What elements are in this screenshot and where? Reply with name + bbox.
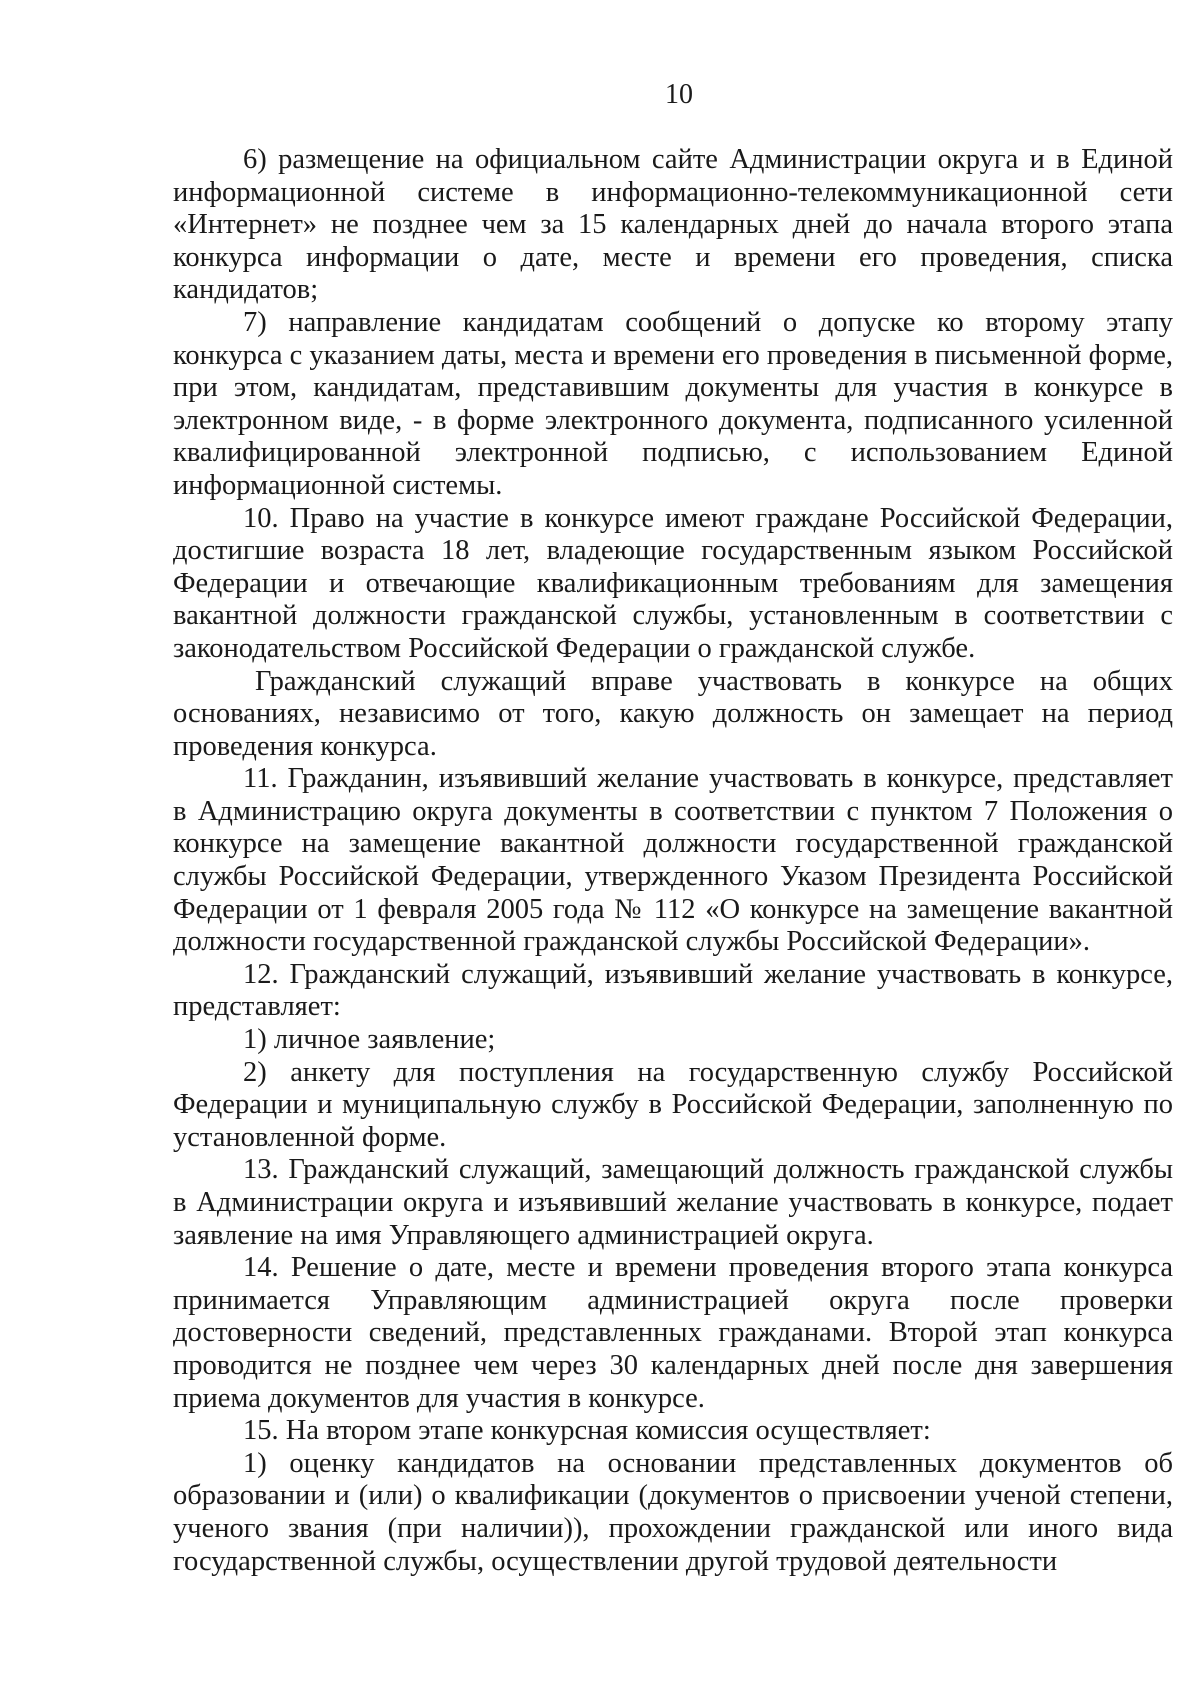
paragraph-clause-10-note: Гражданский служащий вправе участвовать в конкурсе на общих основаниях, независимо от того, какую должность он замещает на период проведения конкурса. [173,665,1173,762]
paragraph-clause-15-item-1: 1) оценку кандидатов на основании представленных документов об образовании и (или) о квалификации (документов о присвоении ученой степени, ученого звания (при наличии)), прохождении гражданской или иного вида государственной службы, осуществлении другой трудовой деятельности [173,1447,1173,1577]
paragraph-item-7: 7) направление кандидатам сообщений о допуске ко второму этапу конкурса с указанием даты, места и времени его проведения в письменной форме, при этом, кандидатам, представившим документы для участия в конкурсе в электронном виде, - в форме электронного документа, подписанного усиленной квалифицированной электронной подписью, с использованием Единой информационной системы. [173,306,1173,501]
paragraph-clause-14: 14. Решение о дате, месте и времени проведения второго этапа конкурса принимается Управляющим администрацией округа после проверки достоверности сведений, представленных гражданами. Второй этап конкурса проводится не позднее чем через 30 календарных дней после дня завершения приема документов для участия в конкурсе. [173,1252,1173,1414]
paragraph-clause-12: 12. Гражданский служащий, изъявивший желание участвовать в конкурсе, представляет: [173,958,1173,1023]
paragraph-clause-12-item-2: 2) анкету для поступления на государственную службу Российской Федерации и муниципальную службу в Российской Федерации, заполненную по установленной форме. [173,1056,1173,1153]
document-body [173,144,1173,1578]
paragraph-clause-13: 13. Гражданский служащий, замещающий должность гражданской службы в Администрации округа и изъявивший желание участвовать в конкурсе, подает заявление на имя Управляющего администрацией округа. [173,1154,1173,1251]
paragraph-clause-15: 15. На втором этапе конкурсная комиссия осуществляет: [243,1415,931,1447]
paragraph-item-6: 6) размещение на официальном сайте Администрации округа и в Единой информационной системе в информационно-телекоммуникационной сети «Интернет» не позднее чем за 15 календарных дней до начала второго этапа конкурса информации о дате, месте и времени его проведения, списка кандидатов; [173,144,1173,306]
paragraph-clause-10: 10. Право на участие в конкурсе имеют граждане Российской Федерации, достигшие возраста 18 лет, владеющие государственным языком Российской Федерации и отвечающие квалификационным требованиям для замещения вакантной должности гражданской службы, установленным в соответствии с законодательством Российской Федерации о гражданской службе. [173,502,1173,664]
paragraph-clause-12-item-1: 1) личное заявление; [243,1024,496,1056]
paragraph-clause-11: 11. Гражданин, изъявивший желание участвовать в конкурсе, представляет в Администрацию округа документы в соответствии с пунктом 7 Положения о конкурсе на замещение вакантной должности государственной гражданской службы Российской Федерации, утвержденного Указом Президента Российской Федерации от 1 февраля 2005 года № 112 «О конкурсе на замещение вакантной должности государственной гражданской службы Российской Федерации». [173,763,1173,958]
page-number: 10 [665,79,693,110]
